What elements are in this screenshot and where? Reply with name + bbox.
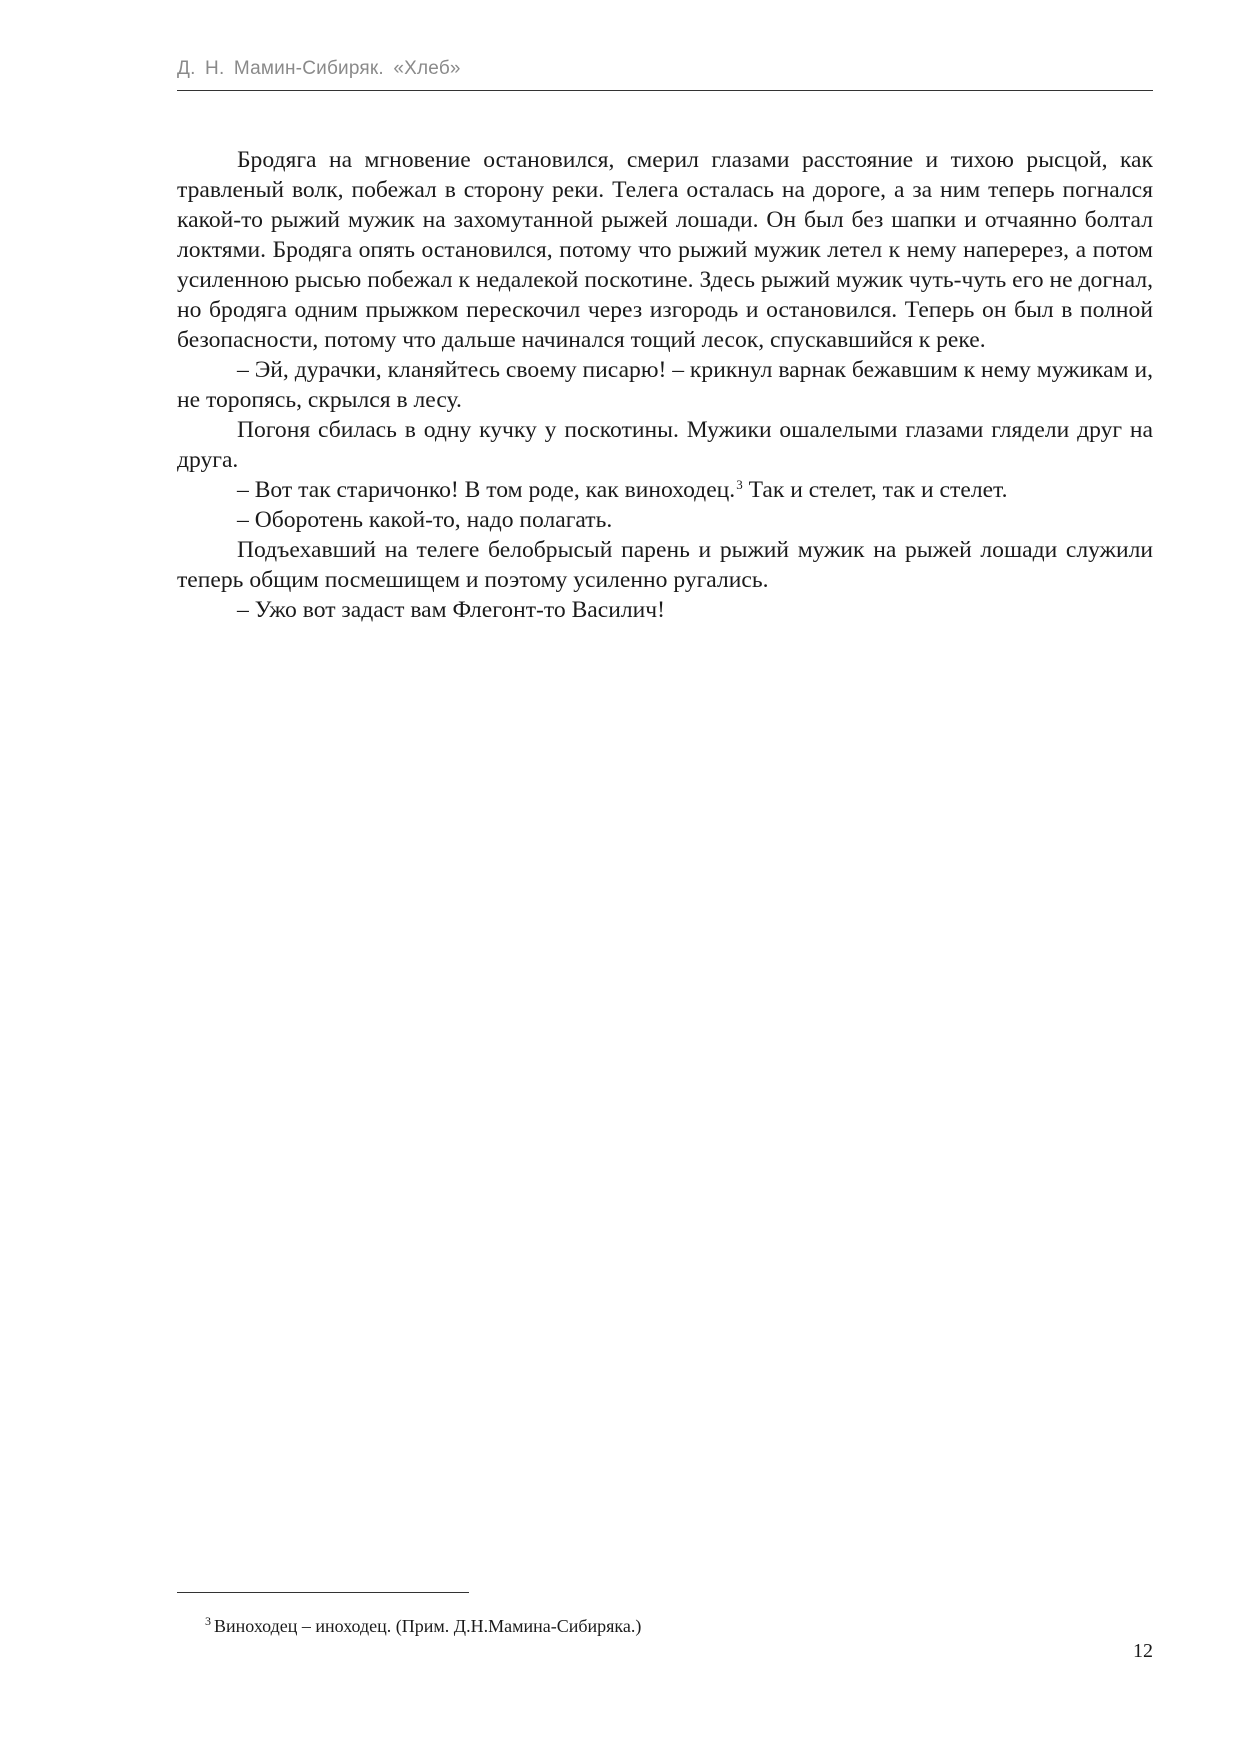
paragraph: Погоня сбилась в одну кучку у поскотины. Мужики ошалелыми глазами глядели друг на друга.: [177, 417, 1153, 473]
paragraph: Подъехавший на телеге белобрысый парень и рыжий мужик на рыжей лошади служили теперь общим посмешищем и поэтому усиленно ругались.: [177, 537, 1153, 593]
paragraph: – Оборотень какой-то, надо полагать.: [237, 507, 613, 533]
running-header: [177, 56, 1153, 91]
paragraph: – Ужо вот задаст вам Флегонт-то Василич!: [237, 597, 666, 623]
paragraph-with-footnote: [177, 475, 1153, 505]
footnote-separator: [177, 1592, 469, 1593]
footnote-text: Виноходец – иноходец. (Прим. Д.Н.Мамина-Сибиряка.): [214, 1616, 642, 1636]
footnote-marker: 3: [205, 1614, 211, 1628]
paragraph: – Эй, дурачки, кланяйтесь своему писарю! – крикнул варнак бежавшим к нему мужикам и, не торопясь, скрылся в лесу.: [177, 357, 1153, 413]
chapter-text: [177, 145, 1153, 625]
paragraph-text-after: Так и стелет, так и стелет.: [742, 477, 1008, 503]
paragraph: Бродяга на мгновение остановился, смерил глазами расстояние и тихою рысцой, как травленый волк, побежал в сторону реки. Телега осталась на дороге, а за ним теперь погнался какой-то рыжий мужик на захомутанной рыжей лошади. Он был без шапки и отчаянно болтал локтями. Бродяга опять остановился, потому что рыжий мужик летел к нему наперерез, а потом усиленною рысью побежал к недалекой поскотине. Здесь рыжий мужик чуть-чуть его не догнал, но бродяга одним прыжком перескочил через изгородь и остановился. Теперь он был в полной безопасности, потому что дальше начинался тощий лесок, спускавшийся к реке.: [177, 147, 1153, 353]
running-title: Д. Н. Мамин-Сибиряк. «Хлеб»: [177, 58, 461, 79]
page-number: 12: [1133, 1640, 1153, 1662]
footnote-reference[interactable]: 3: [736, 477, 743, 492]
paragraph-text-before: – Вот так старичонко! В том роде, как виноходец.: [237, 477, 736, 503]
footnote: [205, 1615, 641, 1637]
